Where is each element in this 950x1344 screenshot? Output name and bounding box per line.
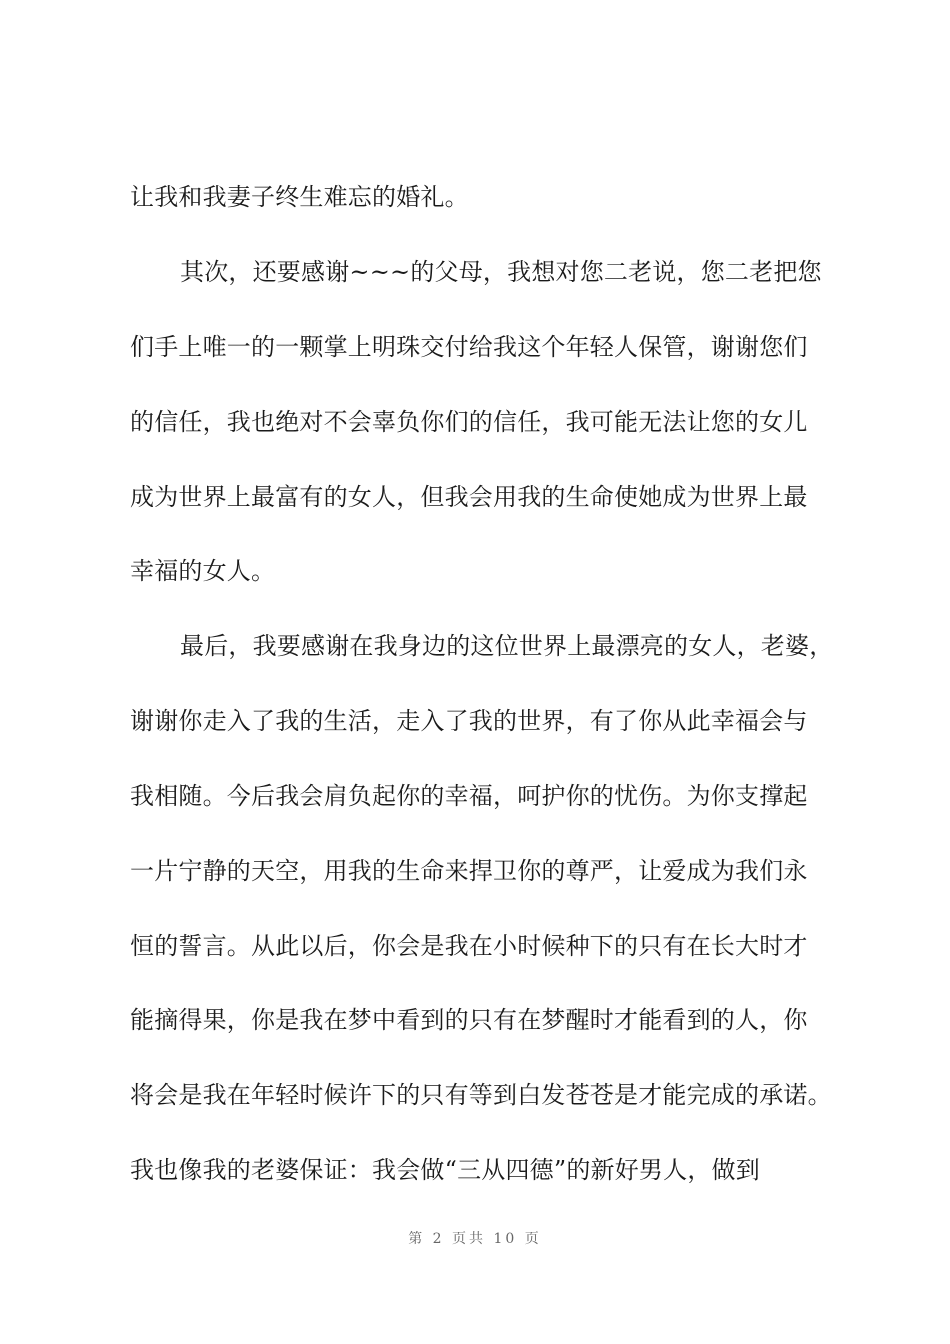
text-line: 将会是我在年轻时候许下的只有等到白发苍苍是才能完成的承诺。 bbox=[130, 1081, 832, 1109]
text-line: 我相随。今后我会肩负起你的幸福，呵护你的忧伤。为你支撑起 bbox=[130, 782, 808, 810]
text-line: 成为世界上最富有的女人，但我会用我的生命使她成为世界上最 bbox=[130, 483, 808, 511]
text-line: 一片宁静的天空，用我的生命来捍卫你的尊严，让爱成为我们永 bbox=[130, 857, 808, 885]
text-line: 我也像我的老婆保证：我会做“三从四德”的新好男人，做到 bbox=[130, 1156, 760, 1184]
text-line: 谢谢你走入了我的生活，走入了我的世界，有了你从此幸福会与 bbox=[130, 707, 808, 735]
text-line: 让我和我妻子终生难忘的婚礼。 bbox=[130, 183, 469, 211]
paragraph-start-line: 其次，还要感谢~~~的父母，我想对您二老说，您二老把您 bbox=[180, 258, 822, 286]
text-line: 的信任，我也绝对不会辜负你们的信任，我可能无法让您的女儿 bbox=[130, 408, 808, 436]
text-line: 幸福的女人。 bbox=[130, 557, 276, 585]
paragraph-start-line: 最后，我要感谢在我身边的这位世界上最漂亮的女人，老婆， bbox=[180, 632, 834, 660]
text-line: 能摘得果，你是我在梦中看到的只有在梦醒时才能看到的人，你 bbox=[130, 1006, 808, 1034]
text-line: 们手上唯一的一颗掌上明珠交付给我这个年轻人保管，谢谢您们 bbox=[130, 333, 808, 361]
text-line: 恒的誓言。从此以后，你会是我在小时候种下的只有在长大时才 bbox=[130, 932, 808, 960]
page-number-footer: 第 2 页共 10 页 bbox=[408, 1231, 542, 1247]
